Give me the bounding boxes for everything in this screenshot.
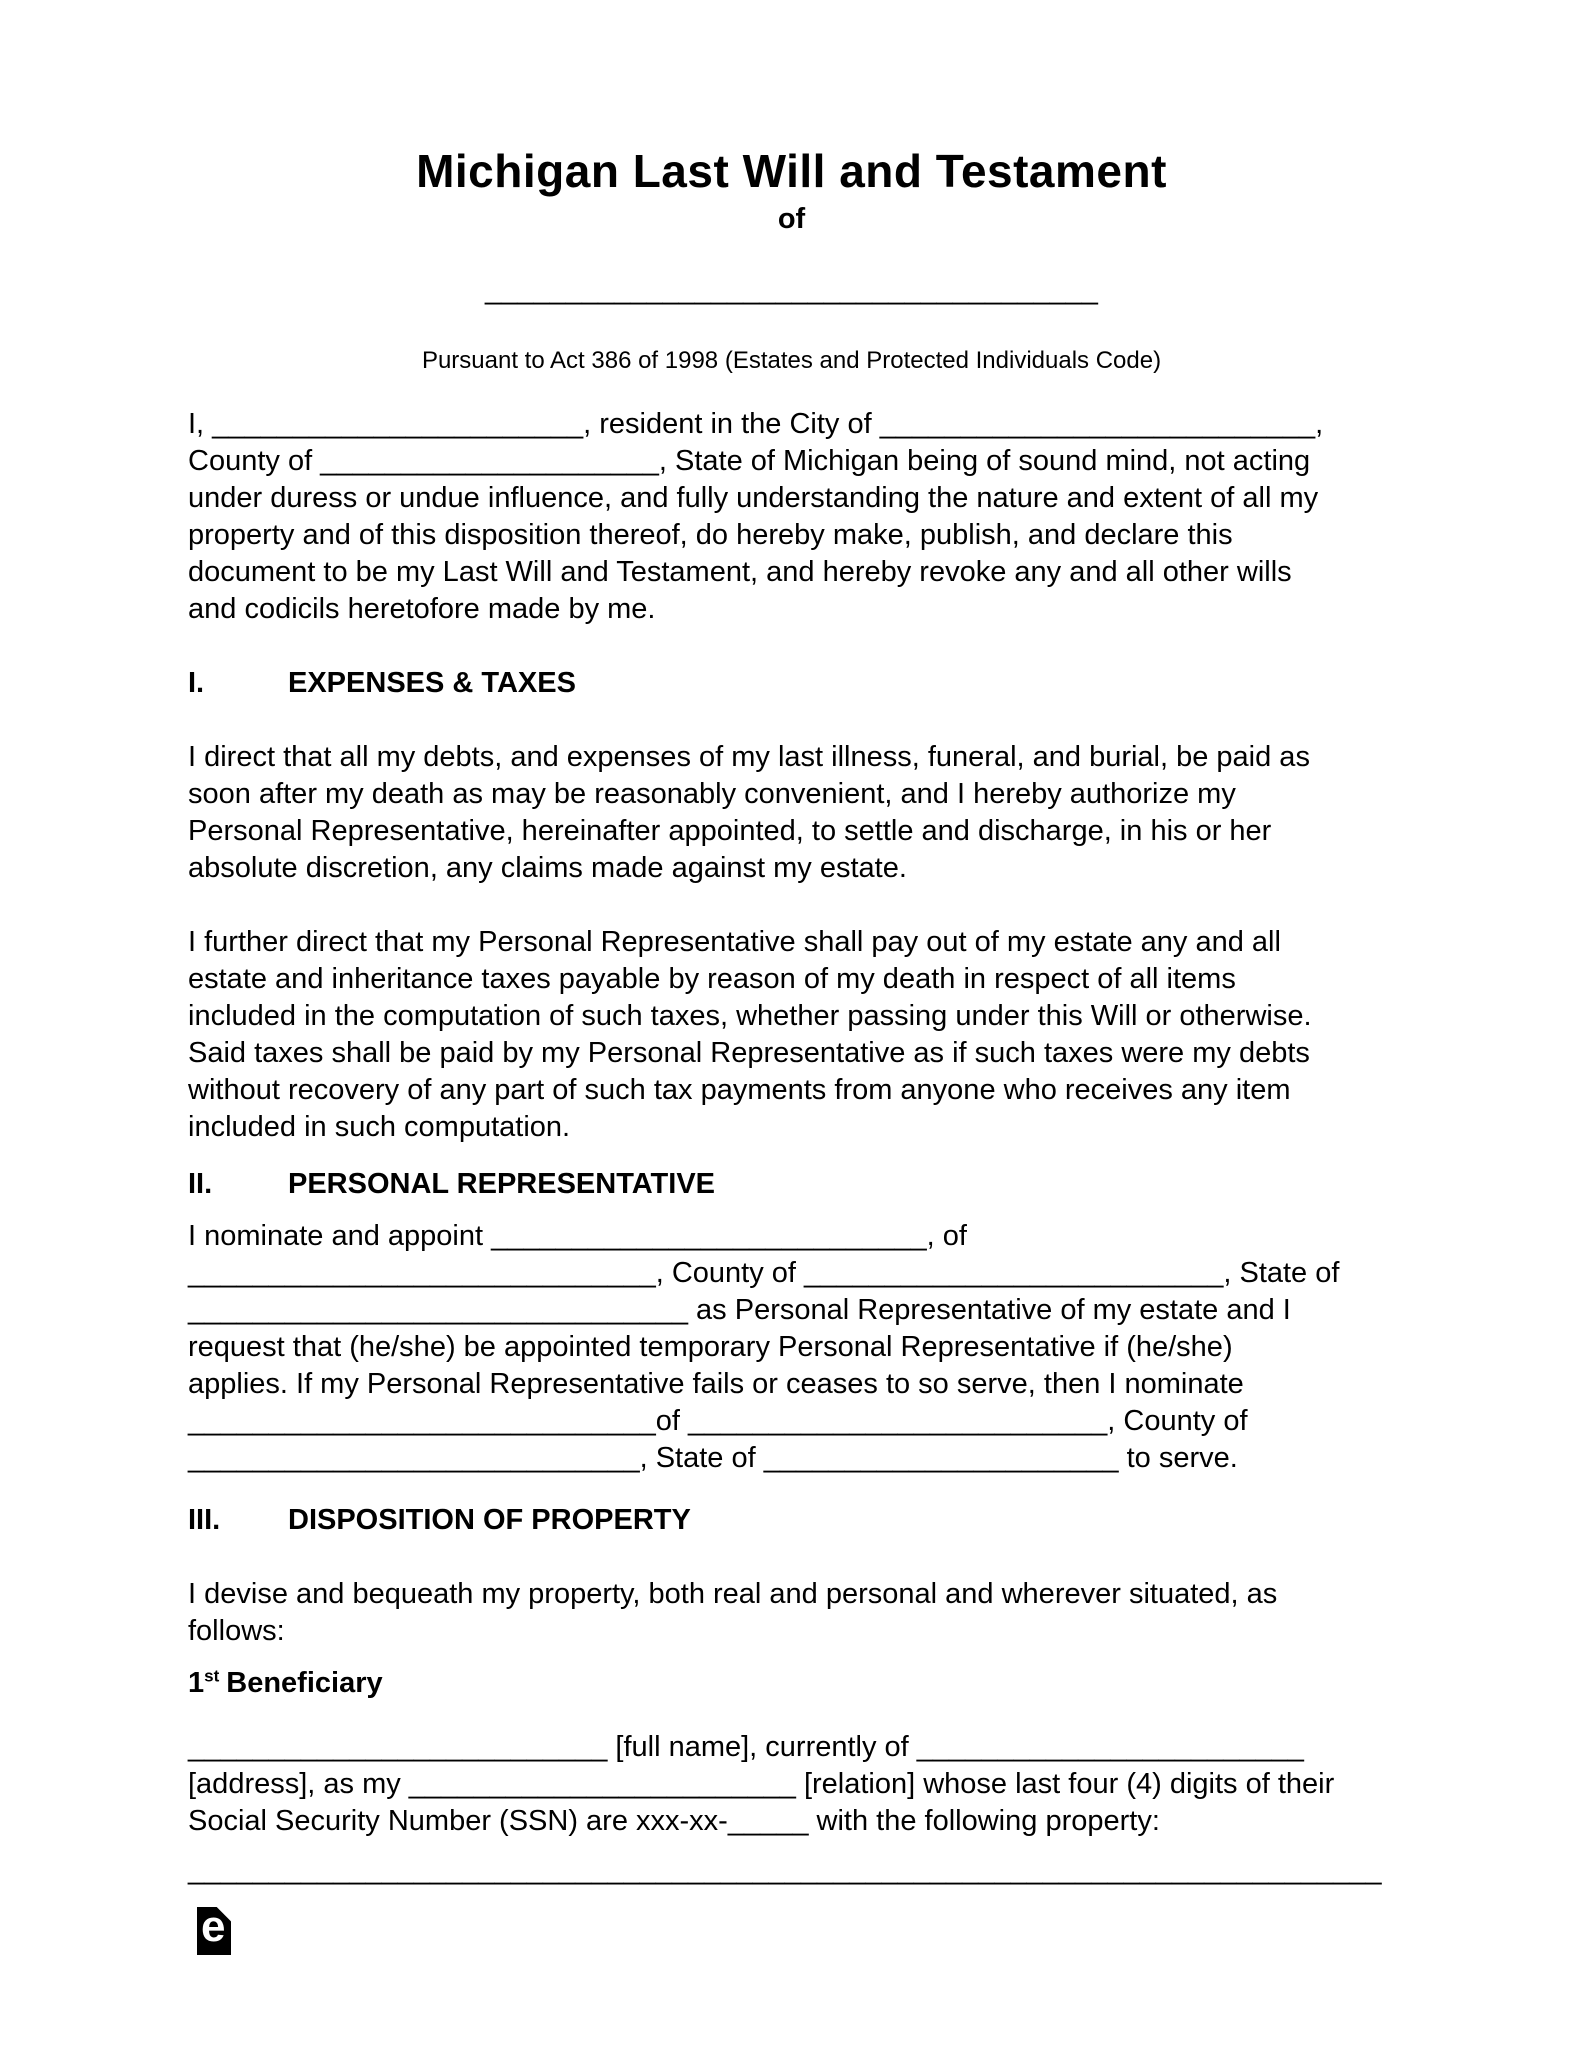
section-numeral: III.	[188, 1504, 221, 1536]
opening-line: and codicils heretofore made by me.	[188, 593, 656, 625]
paragraph-line: ____________________________, State of ______________________ to serve.	[188, 1442, 1238, 1474]
opening-line: document to be my Last Will and Testament, and hereby revoke any and all other wills	[188, 556, 1292, 588]
paragraph-line: estate and inheritance taxes payable by reason of my death in respect of all items	[188, 963, 1236, 995]
beneficiary-label: Beneficiary	[226, 1667, 383, 1699]
paragraph-line: _____________________________, County of __________________________, State of	[188, 1257, 1340, 1289]
opening-paragraph	[188, 406, 1395, 628]
paragraph-line: _______________________________ as Personal Representative of my estate and I	[188, 1294, 1291, 1326]
paragraph-line: follows:	[188, 1615, 285, 1647]
paragraph-line: soon after my death as may be reasonably convenient, and I hereby authorize my	[188, 778, 1236, 810]
section-numeral: II.	[188, 1168, 213, 1200]
beneficiary-number: 1	[188, 1667, 205, 1699]
expenses-paragraph-1	[188, 739, 1395, 887]
paragraph-line: I nominate and appoint ___________________________, of	[188, 1220, 967, 1252]
paragraph-line: without recovery of any part of such tax payments from anyone who receives any item	[188, 1074, 1291, 1106]
paragraph-line: request that (he/she) be appointed temporary Personal Representative if (he/she)	[188, 1331, 1233, 1363]
paragraph-line: applies. If my Personal Representative fails or ceases to so serve, then I nominate	[188, 1368, 1244, 1400]
opening-line: I, _______________________, resident in the City of ___________________________,	[188, 408, 1324, 440]
pursuant-note: Pursuant to Act 386 of 1998 (Estates and Protected Individuals Code)	[421, 347, 1162, 374]
paragraph-line: I devise and bequeath my property, both real and personal and wherever situated, as	[188, 1578, 1278, 1610]
paragraph-line: included in such computation.	[188, 1111, 571, 1143]
paragraph-line: [address], as my ________________________ [relation] whose last four (4) digits of their	[188, 1768, 1335, 1800]
paragraph-line: Said taxes shall be paid by my Personal Representative as if such taxes were my debts	[188, 1037, 1310, 1069]
paragraph-line: absolute discretion, any claims made against my estate.	[188, 852, 907, 884]
paragraph-line: Personal Representative, hereinafter appointed, to settle and discharge, in his or her	[188, 815, 1272, 847]
paragraph-line: included in the computation of such taxes, whether passing under this Will or otherwise.	[188, 1000, 1312, 1032]
logo-letter: e	[201, 1902, 226, 1951]
beneficiary-ordinal: st	[204, 1666, 220, 1686]
section-heading-expenses-taxes	[188, 665, 1395, 702]
section-title: PERSONAL REPRESENTATIVE	[288, 1168, 716, 1200]
paragraph-line: __________________________ [full name], currently of ________________________	[188, 1731, 1304, 1763]
paragraph-line: I further direct that my Personal Representative shall pay out of my estate any and all	[188, 926, 1281, 958]
opening-line: County of _____________________, State of Michigan being of sound mind, not acting	[188, 445, 1311, 477]
testator-name-blank: ______________________________________	[485, 274, 1098, 306]
section-numeral: I.	[188, 667, 205, 699]
paragraph-line: Social Security Number (SSN) are xxx-xx-_____ with the following property:	[188, 1805, 1160, 1837]
representative-paragraph	[188, 1218, 1395, 1477]
section-heading-disposition-of-property	[188, 1502, 1395, 1539]
beneficiary-paragraph	[188, 1729, 1395, 1840]
eforms-logo	[197, 1902, 231, 1955]
opening-line: property and of this disposition thereof, do hereby make, publish, and declare this	[188, 519, 1233, 551]
disposition-intro-paragraph	[188, 1576, 1395, 1650]
document-title: Michigan Last Will and Testament	[416, 145, 1167, 197]
section-heading-personal-representative	[188, 1166, 1395, 1203]
expenses-paragraph-2	[188, 924, 1395, 1146]
section-title: DISPOSITION OF PROPERTY	[288, 1504, 691, 1536]
paragraph-line: I direct that all my debts, and expenses of my last illness, funeral, and burial, be paid as	[188, 741, 1310, 773]
paragraph-line: _____________________________of __________________________, County of	[188, 1405, 1248, 1437]
first-beneficiary-heading	[188, 1665, 1395, 1702]
title-of-label: of	[777, 203, 806, 235]
opening-line: under duress or undue influence, and fully understanding the nature and extent of all my	[188, 482, 1319, 514]
section-title: EXPENSES & TAXES	[288, 667, 576, 699]
property-blank-line: __________________________________________________________________________	[188, 1854, 1382, 1886]
